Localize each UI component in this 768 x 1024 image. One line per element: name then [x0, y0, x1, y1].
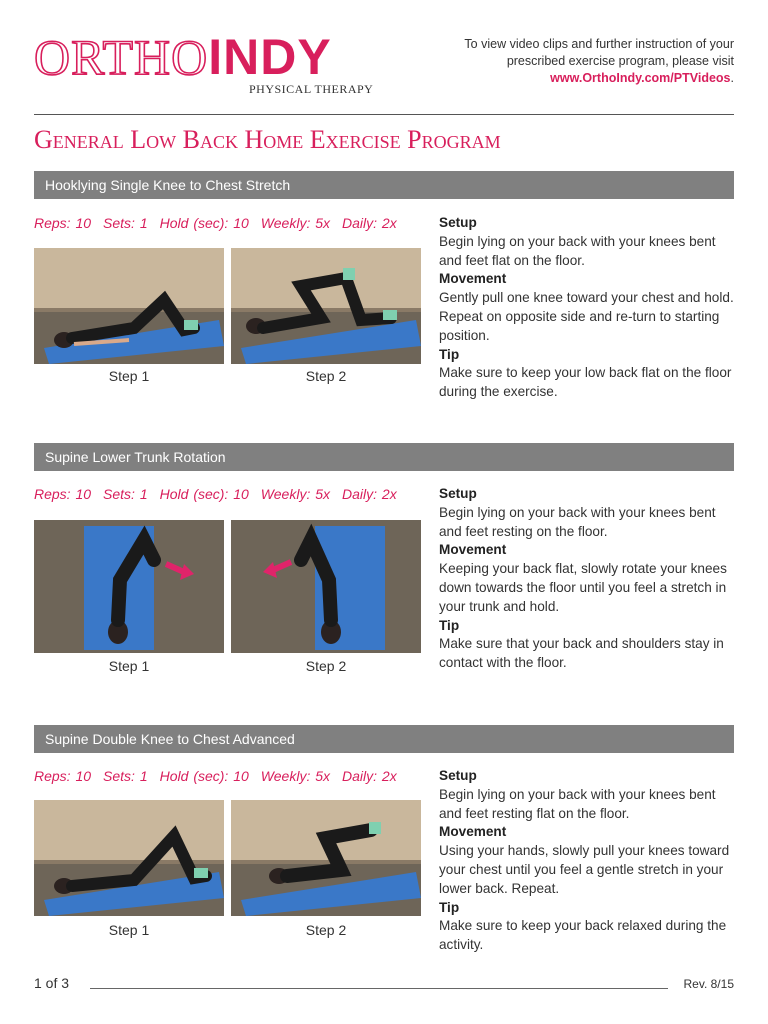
- page-number: 1 of 3: [34, 975, 70, 991]
- daily: Daily: 2x: [342, 486, 397, 502]
- sets: Sets: 1: [103, 768, 148, 784]
- exercise-1-step-2-photo: [231, 248, 421, 364]
- video-instructions-note: To view video clips and further instruction of your prescribed exercise program, please visit www.OrthoIndy.com/PTVideos.: [464, 37, 734, 85]
- tip-text: Make sure to keep your low back flat on the floor during the exercise.: [439, 365, 732, 400]
- pt-videos-link[interactable]: www.OrthoIndy.com/PTVideos: [550, 71, 731, 85]
- weekly: Weekly: 5x: [260, 486, 331, 502]
- movement-heading: Movement: [439, 271, 507, 287]
- exercise-2-step-1-photo: [34, 520, 224, 653]
- movement-heading: Movement: [439, 542, 507, 558]
- exercise-1-params: [34, 215, 409, 231]
- exercise-3-step-1-label: Step 1: [108, 922, 150, 938]
- movement-text: Gently pull one knee toward your chest and hold. Repeat on opposite side and re-turn to starting position.: [439, 290, 734, 343]
- footer-divider: [90, 988, 668, 989]
- exercise-3-description: [439, 767, 734, 955]
- logo-indy-text: INDY: [208, 29, 332, 85]
- setup-heading: Setup: [439, 215, 477, 230]
- movement-text: Using your hands, slowly pull your knees toward your chest until you feel a gentle stretch in your lower back. Repeat.: [439, 843, 730, 896]
- setup-text: Begin lying on your back with your knees bent and feet resting flat on the floor.: [439, 786, 716, 821]
- revision-label: Rev. 8/15: [683, 977, 734, 991]
- hold: Hold (sec): 10: [159, 768, 249, 784]
- exercise-2-step-2-label: Step 2: [305, 658, 347, 674]
- exercise-3-step-1-photo: [34, 800, 224, 916]
- header-divider: [34, 114, 734, 115]
- movement-text: Keeping your back flat, slowly rotate your knees down towards the floor until you feel a stretch in your trunk and hold.: [439, 561, 727, 614]
- orthoindy-logo: [34, 29, 374, 96]
- exercise-2-description: [439, 485, 734, 673]
- exercise-1-step-1-photo: [34, 248, 224, 364]
- movement-heading: Movement: [439, 824, 507, 840]
- exercise-3-step-2-photo: [231, 800, 421, 916]
- sets: Sets: 1: [103, 486, 148, 502]
- setup-text: Begin lying on your back with your knees bent and feet resting on the floor.: [439, 504, 716, 539]
- reps: Reps: 10: [34, 768, 92, 784]
- tip-text: Make sure to keep your back relaxed during the activity.: [439, 918, 727, 953]
- setup-text: Begin lying on your back with your knees bent and feet flat on the floor.: [439, 233, 716, 268]
- note-text: To view video clips and further instruction of your prescribed exercise program, please visit: [464, 37, 734, 68]
- weekly: Weekly: 5x: [260, 215, 331, 231]
- setup-heading: Setup: [439, 486, 477, 501]
- daily: Daily: 2x: [342, 215, 397, 231]
- reps: Reps: 10: [34, 486, 92, 502]
- exercise-1-title-bar: Hooklying Single Knee to Chest Stretch: [34, 171, 734, 199]
- exercise-2-step-1-label: Step 1: [108, 658, 150, 674]
- exercise-3-step-2-label: Step 2: [305, 922, 347, 938]
- exercise-2-step-2-photo: [231, 520, 421, 653]
- exercise-2-title-bar: Supine Lower Trunk Rotation: [34, 443, 734, 471]
- page-title: General Low Back Home Exercise Program: [34, 125, 501, 154]
- sets: Sets: 1: [103, 215, 148, 231]
- reps: Reps: 10: [34, 215, 92, 231]
- logo-subtitle: PHYSICAL THERAPY: [249, 82, 374, 96]
- setup-heading: Setup: [439, 768, 477, 783]
- tip-heading: Tip: [439, 899, 460, 915]
- exercise-2-params: [34, 486, 409, 502]
- weekly: Weekly: 5x: [260, 768, 331, 784]
- exercise-3-params: [34, 768, 409, 784]
- logo-ortho-text: ORTHO: [34, 29, 209, 85]
- tip-heading: Tip: [439, 346, 460, 362]
- hold: Hold (sec): 10: [159, 486, 249, 502]
- daily: Daily: 2x: [342, 768, 397, 784]
- hold: Hold (sec): 10: [159, 215, 249, 231]
- exercise-1-step-1-label: Step 1: [108, 368, 150, 384]
- exercise-1-description: [439, 214, 734, 402]
- tip-heading: Tip: [439, 617, 460, 633]
- tip-text: Make sure that your back and shoulders stay in contact with the floor.: [439, 636, 724, 671]
- exercise-3-title-bar: Supine Double Knee to Chest Advanced: [34, 725, 734, 753]
- exercise-1-step-2-label: Step 2: [305, 368, 347, 384]
